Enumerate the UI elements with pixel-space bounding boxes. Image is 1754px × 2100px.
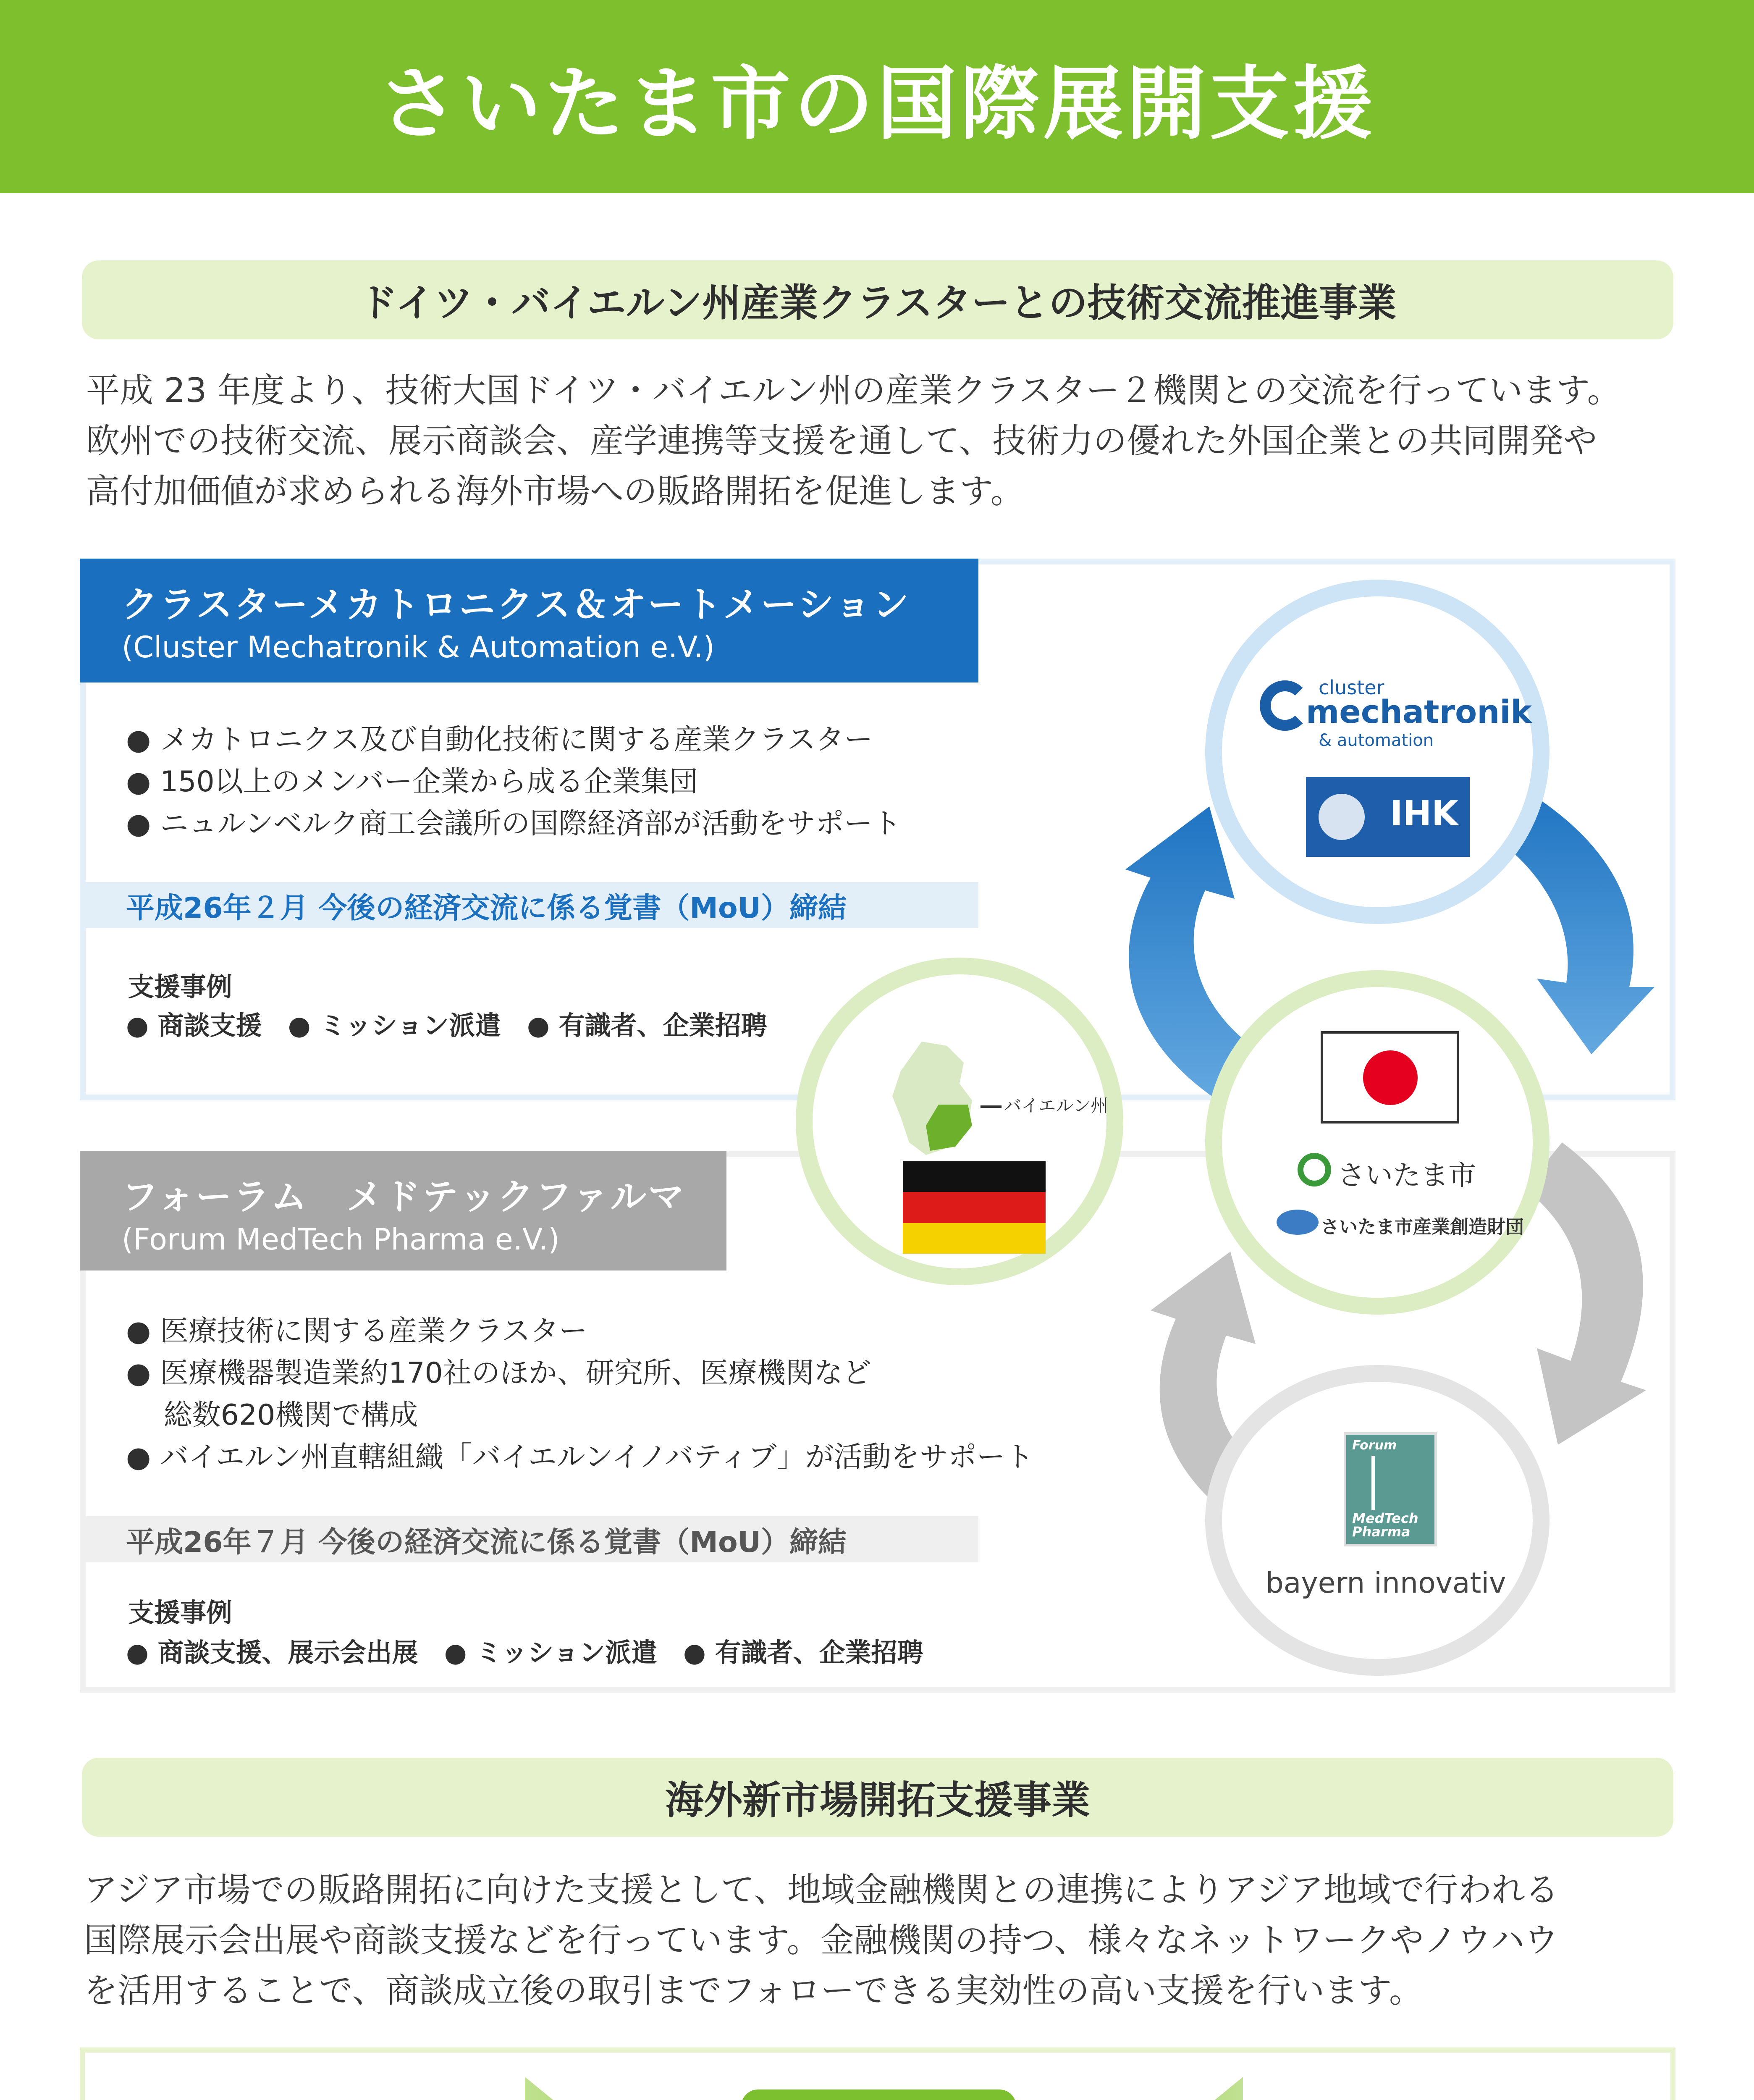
bullet-item: ● 150以上のメンバー企業から成る企業集団: [126, 765, 698, 798]
cluster2-case-items: ● 商談支援、展示会出展 ● ミッション派遣 ● 有識者、企業招聘: [126, 1637, 923, 1668]
paragraph-line: 平成 23 年度より、技術大国ドイツ・バイエルン州の産業クラスター２機関との交流を行っています。: [86, 371, 1621, 410]
bullet-item: ● メカトロニクス及び自動化技術に関する産業クラスター: [126, 723, 873, 756]
cluster2-name-en: (Forum MedTech Pharma e.V.): [122, 1222, 560, 1257]
forum-medtech-logo: [1344, 1432, 1437, 1546]
logo-line: MedTech: [1352, 1510, 1418, 1526]
logo-line: Forum: [1352, 1438, 1397, 1453]
center-box: [741, 2090, 1016, 2100]
cluster2-name-jp: フォーラム メドテックファルマ: [122, 1176, 686, 1218]
section-title-bar: [82, 1758, 1673, 1837]
section2-title: 海外新市場開拓支援事業: [665, 1778, 1090, 1823]
forum-circle: [1205, 1365, 1549, 1676]
section1-title: ドイツ・バイエルン州産業クラスターとの技術交流推進事業: [359, 281, 1397, 326]
cluster2-case-label: 支援事例: [128, 1597, 233, 1628]
section2-paragraph: [84, 1865, 1680, 2016]
paragraph-line: 欧州での技術交流、展示商談会、産学連携等支援を通して、技術力の優れた外国企業との共同開発や: [86, 421, 1597, 460]
germany-flag-icon: [903, 1161, 1046, 1254]
staff-icon: [1371, 1456, 1375, 1510]
bullet-item: ● 医療機器製造業約170社のほか、研究所、医療機関など: [126, 1357, 871, 1390]
japan-circle: [1205, 970, 1549, 1315]
bullet-item: ● 医療技術に関する産業クラスター: [126, 1315, 587, 1348]
ihk-logo: [1306, 777, 1470, 857]
bullet-item: 総数620機関で構成: [126, 1399, 418, 1432]
mechatronik-mark-icon: [1260, 680, 1310, 731]
bayern-innovativ-label: bayern innovativ: [1265, 1567, 1506, 1600]
saitama-foundation-label: さいたま市産業創造財団: [1321, 1216, 1524, 1238]
bullet-item: ● ニュルンベルク商工会議所の国際経済部が活動をサポート: [126, 807, 901, 840]
paragraph-line: 国際展示会出展や商談支援などを行っています。金融機関の持つ、様々なネットワークやノウハウ: [84, 1921, 1558, 1960]
paragraph-line: を活用することで、商談成立後の取引までフォローできる実効性の高い支援を行います。: [84, 1971, 1423, 2010]
saitama-city-logo-icon: [1298, 1153, 1331, 1186]
cluster2-mou: [80, 1516, 978, 1562]
cluster1-bullets: [126, 719, 901, 845]
cluster2-bullets: [126, 1310, 1034, 1478]
cluster1-mou: [80, 882, 978, 928]
paragraph-line: アジア市場での販路開拓に向けた支援として、地域金融機関との連携によりアジア地域で行われる: [84, 1870, 1559, 1909]
bavaria-label: バイエルン州: [1004, 1095, 1109, 1116]
right-arrow: [1058, 2077, 1646, 2100]
bullet-item: ● バイエルン州直轄組織「バイエルンイノバティブ」が活動をサポート: [126, 1441, 1034, 1474]
cluster2-header: [80, 1151, 726, 1270]
saitama-city-label: さいたま市: [1337, 1159, 1476, 1192]
mou-text: 平成26年７月 今後の経済交流に係る覚書（MoU）締結: [126, 1526, 847, 1559]
mou-text: 平成26年２月 今後の経済交流に係る覚書（MoU）締結: [126, 892, 847, 925]
germany-circle: [796, 958, 1123, 1285]
germany-map-icon: [876, 1037, 1002, 1163]
left-arrow: [109, 2077, 710, 2100]
cluster1-name-en: (Cluster Mechatronik & Automation e.V.): [122, 630, 715, 664]
rising-sun-icon: [1363, 1050, 1418, 1105]
cluster1-header: [80, 559, 978, 682]
logo-line: & automation: [1319, 731, 1434, 750]
japan-flag-icon: [1321, 1031, 1459, 1124]
logo-line: mechatronik: [1306, 693, 1532, 730]
cluster1-name-jp: クラスターメカトロニクス＆オートメーション: [122, 584, 910, 626]
ihk-label: IHK: [1390, 794, 1458, 834]
bavaria-pointer: [981, 1105, 1002, 1108]
page-title: さいたま市の国際展開支援: [378, 58, 1376, 150]
ihk-emblem-icon: [1319, 794, 1365, 840]
section1-paragraph: [86, 365, 1682, 517]
logo-line: Pharma: [1352, 1524, 1411, 1540]
paragraph-line: 高付加価値が求められる海外市場への販路開拓を促進します。: [86, 472, 1024, 511]
section-title-bar: [82, 260, 1673, 339]
cluster1-case-label: 支援事例: [128, 971, 233, 1002]
foundation-logo-icon: [1277, 1210, 1319, 1235]
cluster1-case-items: ● 商談支援 ● ミッション派遣 ● 有識者、企業招聘: [126, 1010, 767, 1041]
mechatronik-circle: [1205, 580, 1549, 924]
logo-line: cluster: [1319, 676, 1384, 699]
page-header: [0, 0, 1754, 193]
